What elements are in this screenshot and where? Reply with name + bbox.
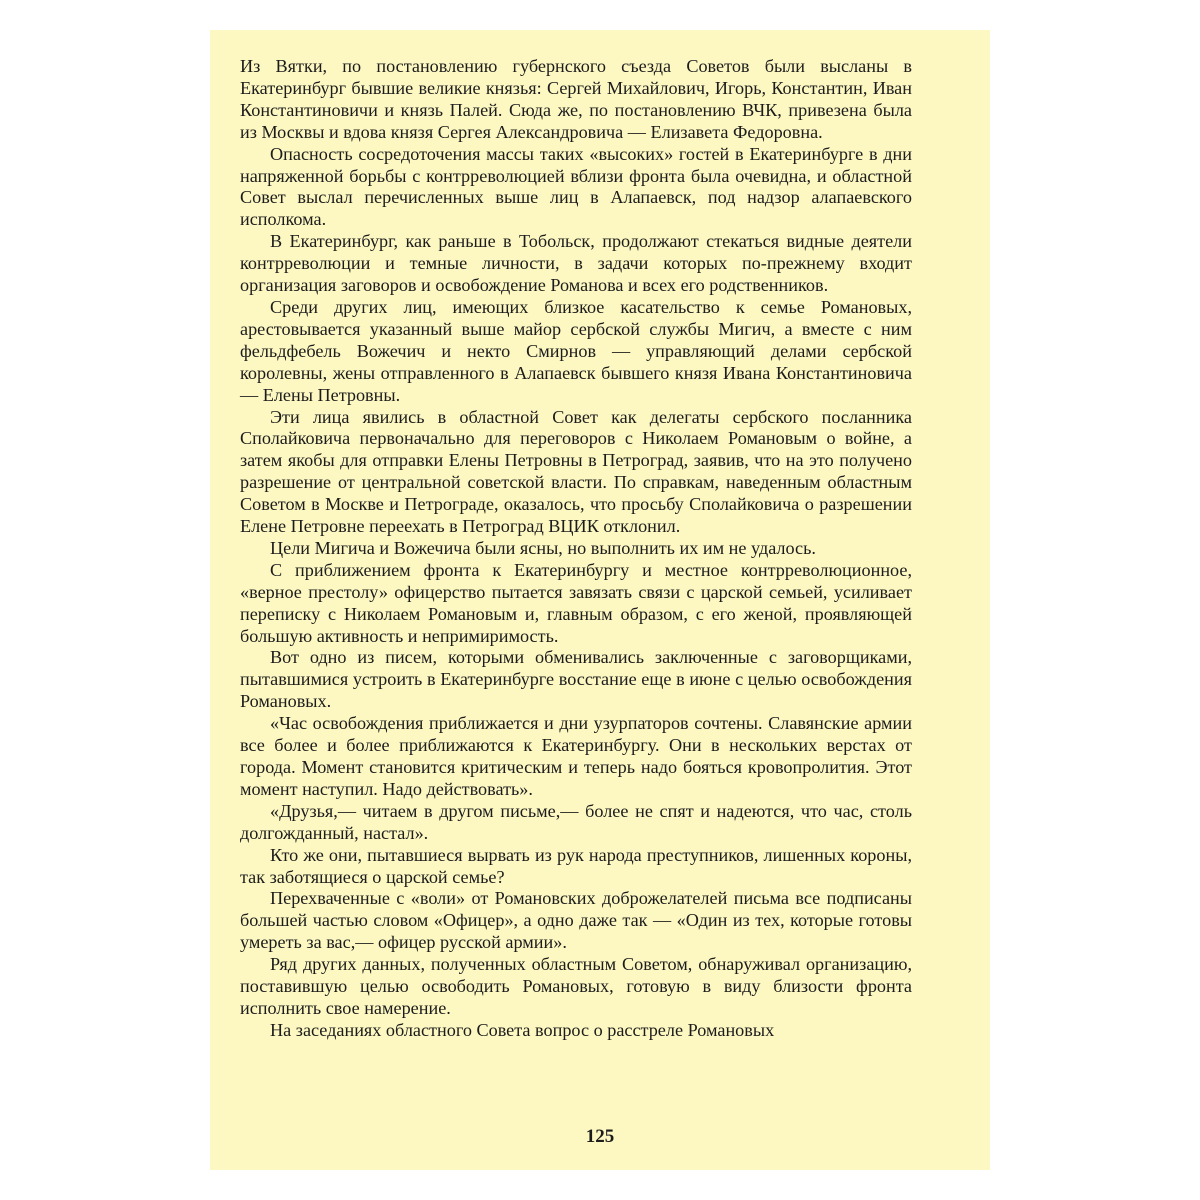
book-page — [210, 30, 990, 1170]
paragraph-12: Перехваченные с «воли» от Романовских доброжелателей письма все подписаны большей частью словом «Офицер», а одно даже так — «Один из тех, которые готовы умереть за вас,— офицер русской армии». — [240, 888, 912, 953]
paragraph-8: Вот одно из писем, которыми обменивались заключенные с заговорщиками, пытавшимися устроить в Екатеринбурге восстание еще в июне с целью освобождения Романовых. — [240, 647, 912, 712]
paragraph-10: «Друзья,— читаем в другом письме,— более не спят и надеются, что час, столь долгожданный, настал». — [240, 800, 912, 843]
paragraph-11: Кто же они, пытавшиеся вырвать из рук народа преступников, лишенных короны, так заботящиеся о царской семье? — [240, 844, 912, 887]
paragraph-2: Опасность сосредоточения массы таких «высоких» гостей в Екатеринбурге в дни напряженной борьбы с контрреволюцией вблизи фронта была очевидна, и областной Совет выслал перечисленных выше лиц в Алапаевск, под надзор алапаевского исполкома. — [240, 143, 912, 230]
paragraph-1: Из Вятки, по постановлению губернского съезда Советов были высланы в Екатеринбург бывшие великие князья: Сергей Михайлович, Игорь, Константин, Иван Константиновичи и князь Палей. Сюда же, по постановлению ВЧК, привезена была из Москвы и вдова князя Сергея Александровича — Елизавета Федоровна. — [240, 56, 912, 142]
paragraph-14: На заседаниях областного Совета вопрос о расстреле Романовых — [270, 1019, 775, 1040]
paragraph-9: «Час освобождения приближается и дни узурпаторов сочтены. Славянские армии все более и более приближаются к Екатеринбургу. Они в нескольких верстах от города. Момент становится критическим и теперь надо бояться кровопролития. Этот момент наступил. Надо действовать». — [240, 713, 912, 799]
paragraph-13: Ряд других данных, полученных областным Советом, обнаруживал организацию, поставившую целью освободить Романовых, готовую в виду близости фронта исполнить свое намерение. — [240, 954, 912, 1018]
page-number: 125 — [585, 1126, 615, 1147]
page-text — [240, 56, 912, 1042]
paragraph-4: Среди других лиц, имеющих близкое касательство к семье Романовых, арестовывается указанный выше майор сербской службы Мигич, а вместе с ним фельдфебель Вожечич и некто Смирнов — управляющий делами сербской королевны, жены отправленного в Алапаевск бывшего князя Ивана Константиновича — Елены Петровны. — [240, 296, 912, 405]
paragraph-7: С приближением фронта к Екатеринбургу и местное контрреволюционное, «верное престолу» офицерство пытается завязать связи с царской семьей, усиливает переписку с Николаем Романовым и, главным образом, с его женой, проявляющей большую активность и непримиримость. — [240, 559, 912, 646]
paragraph-6: Цели Мигича и Вожечича были ясны, но выполнить их им не удалось. — [270, 537, 816, 558]
paragraph-5: Эти лица явились в областной Совет как делегаты сербского посланника Сполайковича первоначально для переговоров с Николаем Романовым о войне, а затем якобы для отправки Елены Петровны в Петроград, заявив, что на это получено разрешение от центральной советской власти. По справкам, наведенным областным Советом в Москве и Петрограде, оказалось, что просьбу Сполайковича о разрешении Елене Петровне переехать в Петроград ВЦИК отклонил. — [240, 406, 912, 537]
paragraph-3: В Екатеринбург, как раньше в Тобольск, продолжают стекаться видные деятели контрреволюции и темные личности, в задачи которых по-прежнему входит организация заговоров и освобождение Романова и всех его родственников. — [240, 231, 912, 296]
